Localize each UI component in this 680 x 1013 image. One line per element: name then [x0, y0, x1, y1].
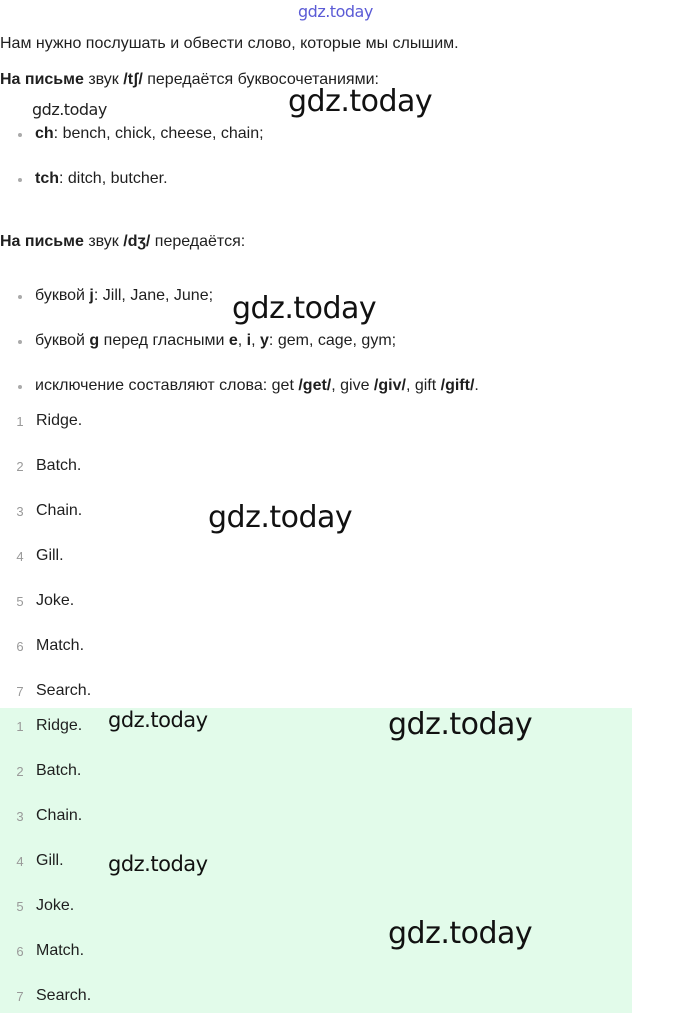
item-word: Batch.	[36, 457, 82, 474]
item-word: Ridge.	[36, 717, 83, 734]
bullet-dot	[18, 295, 22, 299]
item-word: Joke.	[36, 592, 75, 609]
item-number: 5	[16, 594, 24, 609]
watermark: gdz.today	[388, 916, 533, 951]
section2-lead: На письме звук /dʒ/ передаётся:	[0, 233, 246, 250]
watermark: gdz.today	[232, 291, 377, 326]
watermark: gdz.today	[288, 84, 433, 119]
item-number: 7	[16, 989, 24, 1004]
item-word: Gill.	[36, 852, 64, 869]
item-number: 1	[16, 719, 24, 734]
item-number: 1	[16, 414, 24, 429]
item-word: Ridge.	[36, 412, 83, 429]
bullet-dot	[18, 178, 22, 182]
item-number: 6	[16, 944, 24, 959]
item-word: Gill.	[36, 547, 64, 564]
item-number: 6	[16, 639, 24, 654]
watermark: gdz.today	[108, 708, 208, 732]
answer-box	[0, 708, 632, 1013]
item-word: Search.	[36, 987, 92, 1004]
item-word: Chain.	[36, 502, 83, 519]
section1-lead: На письме звук /tʃ/ передаётся буквосочетаниями:	[0, 71, 379, 88]
bullet-dot	[18, 385, 22, 389]
item-number: 4	[16, 854, 24, 869]
item-number: 2	[16, 459, 24, 474]
item-number: 4	[16, 549, 24, 564]
header-watermark: gdz.today	[298, 2, 373, 21]
item-word: Joke.	[36, 897, 75, 914]
item-word: Chain.	[36, 807, 83, 824]
item-word: Batch.	[36, 762, 82, 779]
watermark: gdz.today	[108, 852, 208, 876]
bullet-dot	[18, 133, 22, 137]
item-number: 3	[16, 809, 24, 824]
intro-text: Нам нужно послушать и обвести слово, которые мы слышим.	[0, 35, 459, 52]
item-word: Match.	[36, 942, 85, 959]
bullet-dot	[18, 340, 22, 344]
item-number: 7	[16, 684, 24, 699]
item-number: 5	[16, 899, 24, 914]
watermark: gdz.today	[208, 500, 353, 535]
watermark: gdz.today	[388, 707, 533, 742]
item-word: Match.	[36, 637, 85, 654]
watermark: gdz.today	[32, 100, 107, 119]
item-word: Search.	[36, 682, 92, 699]
item-number: 2	[16, 764, 24, 779]
item-number: 3	[16, 504, 24, 519]
